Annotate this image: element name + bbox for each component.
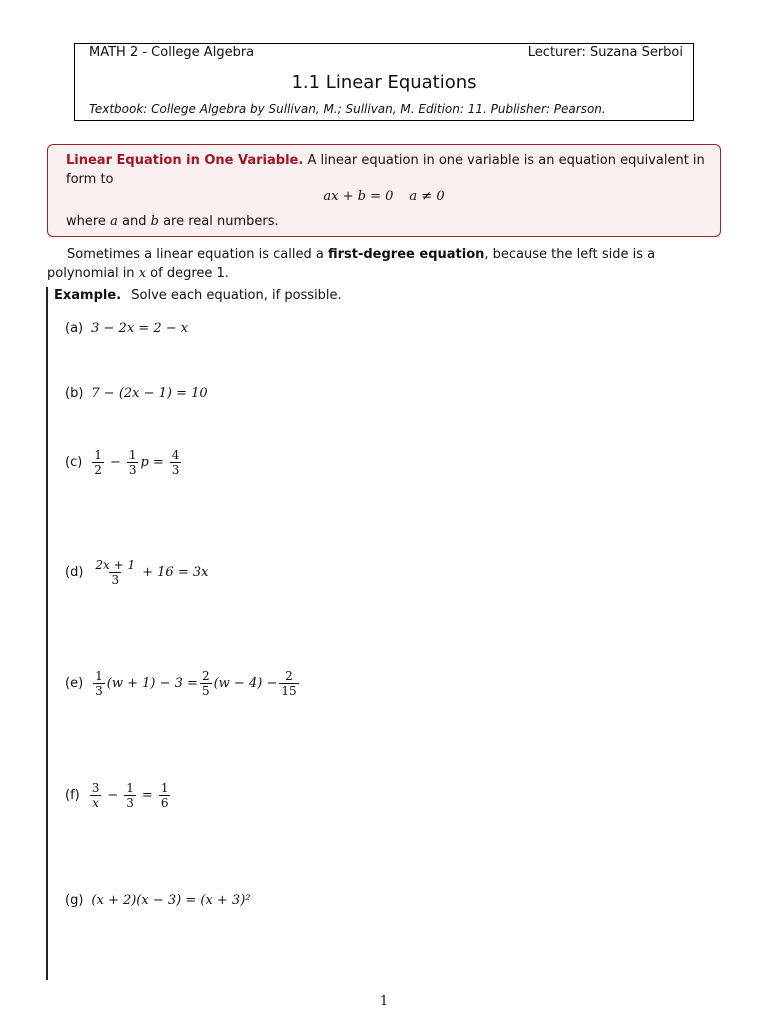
fraction bbox=[93, 669, 105, 698]
definition-line-1 bbox=[66, 153, 705, 168]
denominator: 5 bbox=[201, 684, 210, 698]
example-label: Example. bbox=[54, 288, 122, 303]
para-before: Sometimes a linear equation is called a bbox=[67, 247, 324, 262]
intro-paragraph bbox=[47, 245, 723, 283]
where-suffix: are real numbers. bbox=[163, 214, 279, 229]
page-title: 1.1 Linear Equations bbox=[291, 72, 477, 93]
fraction bbox=[90, 781, 102, 810]
definition-text: A linear equation in one variable is an equation equivalent in bbox=[307, 153, 705, 168]
fraction bbox=[124, 781, 136, 810]
numerator: 2x + 1 bbox=[95, 558, 136, 572]
numerator: 2 bbox=[201, 669, 210, 683]
formula-condition: a ≠ 0 bbox=[409, 189, 445, 204]
fraction bbox=[159, 781, 171, 810]
denominator: 15 bbox=[281, 684, 297, 698]
problem-g bbox=[65, 893, 251, 908]
where-prefix: where bbox=[66, 214, 106, 229]
variable: p bbox=[140, 455, 149, 470]
numerator: 1 bbox=[94, 448, 102, 462]
problem-expression: (w + 1) − 3 = bbox=[106, 676, 198, 691]
numerator: 2 bbox=[285, 669, 293, 683]
numerator: 1 bbox=[95, 669, 103, 683]
example-left-rule bbox=[46, 287, 48, 980]
denominator: 3 bbox=[128, 463, 137, 477]
formula-main: ax + b = 0 bbox=[323, 189, 394, 204]
problem-expression: (w − 4) − bbox=[213, 676, 278, 691]
denominator: 3 bbox=[111, 573, 120, 587]
numerator: 3 bbox=[91, 781, 100, 795]
numerator: 1 bbox=[128, 448, 137, 462]
problem-d bbox=[65, 558, 208, 587]
para-after: , because the left side is a polynomial in bbox=[47, 247, 656, 281]
lecturer-name: Lecturer: Suzana Serboi bbox=[527, 45, 683, 60]
definition-line-2: form to bbox=[66, 172, 114, 187]
header-box bbox=[74, 43, 694, 121]
fraction bbox=[200, 669, 212, 698]
problem-label: (a) bbox=[65, 321, 84, 336]
page-number: 1 bbox=[379, 994, 389, 1009]
numerator: 1 bbox=[126, 781, 134, 795]
textbook-reference: Textbook: College Algebra by Sullivan, M.; Sullivan, M. Edition: 11. Publisher: Pearson. bbox=[89, 102, 606, 116]
problem-expression: 3 − 2x = 2 − x bbox=[91, 321, 189, 336]
fraction bbox=[92, 448, 104, 477]
problem-label: (f) bbox=[65, 788, 80, 803]
para-bold-term: first-degree equation bbox=[327, 247, 485, 262]
denominator: 6 bbox=[160, 796, 169, 810]
and-word: and bbox=[121, 214, 147, 229]
problem-f bbox=[65, 781, 172, 810]
problem-label: (e) bbox=[65, 676, 84, 691]
definition-formula bbox=[48, 189, 720, 204]
numerator: 4 bbox=[171, 448, 180, 462]
fraction bbox=[93, 558, 137, 587]
fraction bbox=[127, 448, 139, 477]
fraction bbox=[279, 669, 298, 698]
example-heading bbox=[54, 288, 342, 303]
denominator: 3 bbox=[171, 463, 180, 477]
problem-label: (d) bbox=[65, 565, 84, 580]
problem-expression: (x + 2)(x − 3) = (x + 3)² bbox=[91, 893, 251, 908]
example-instruction: Solve each equation, if possible. bbox=[131, 288, 342, 303]
problem-b bbox=[65, 386, 208, 401]
operator: = bbox=[152, 455, 164, 470]
denominator: 3 bbox=[95, 684, 103, 698]
problem-expression: 7 − (2x − 1) = 10 bbox=[91, 386, 208, 401]
denominator: x bbox=[92, 796, 99, 810]
operator: − bbox=[109, 455, 121, 470]
para-variable: x bbox=[138, 266, 147, 281]
problem-label: (c) bbox=[65, 455, 83, 470]
definition-line-3 bbox=[66, 214, 279, 229]
operator: = bbox=[141, 788, 153, 803]
operator: − bbox=[107, 788, 119, 803]
fraction bbox=[170, 448, 182, 477]
problem-a bbox=[65, 321, 188, 336]
definition-term: Linear Equation in One Variable. bbox=[66, 153, 304, 168]
variable-a: a bbox=[110, 214, 118, 229]
definition-box bbox=[47, 144, 721, 237]
denominator: 2 bbox=[94, 463, 102, 477]
problem-e bbox=[65, 669, 301, 698]
problem-label: (g) bbox=[65, 893, 84, 908]
numerator: 1 bbox=[160, 781, 169, 795]
problem-c bbox=[65, 448, 183, 477]
course-name: MATH 2 - College Algebra bbox=[89, 45, 255, 60]
variable-b: b bbox=[150, 214, 159, 229]
problem-expression: + 16 = 3x bbox=[142, 565, 209, 580]
para-end: of degree 1. bbox=[150, 266, 229, 281]
problem-label: (b) bbox=[65, 386, 84, 401]
denominator: 3 bbox=[126, 796, 134, 810]
